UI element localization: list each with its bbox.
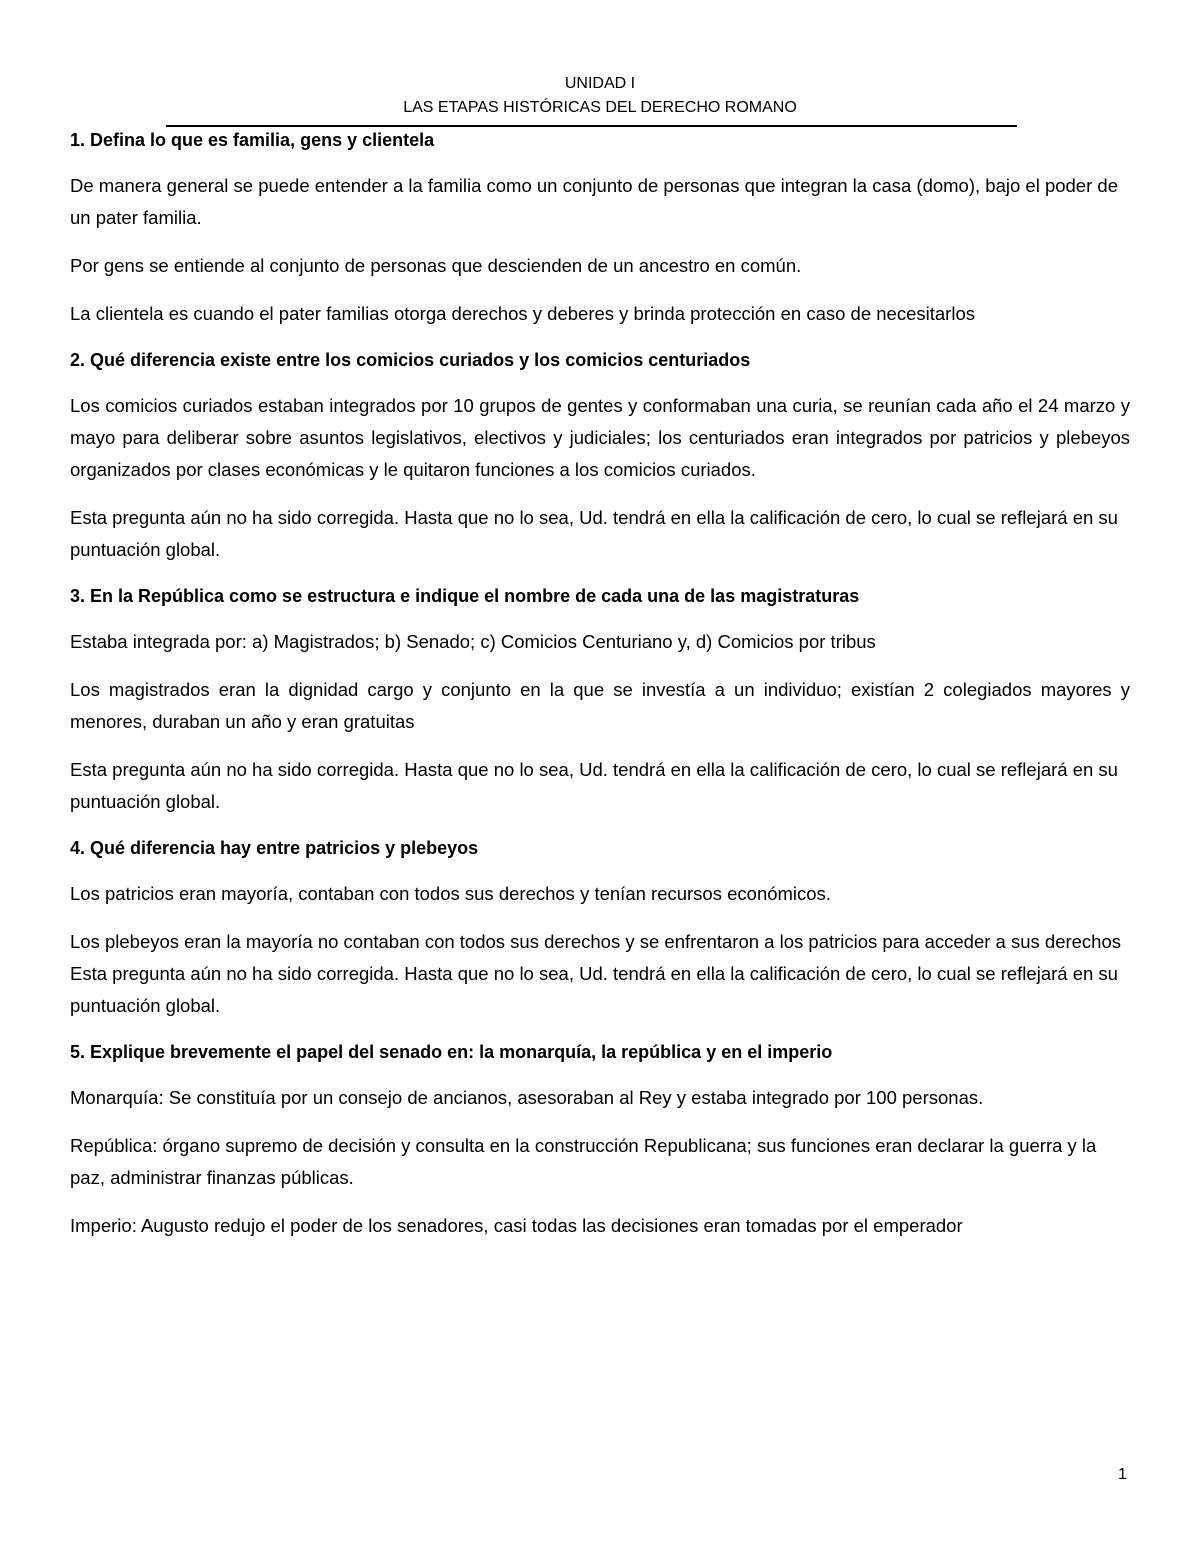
document-body bbox=[70, 126, 1130, 1242]
answer-3-grading-note: Esta pregunta aún no ha sido corregida. Hasta que no lo sea, Ud. tendrá en ella la calificación de cero, lo cual se reflejará en su puntuación global. bbox=[70, 759, 1118, 812]
unit-heading: UNIDAD I bbox=[564, 75, 636, 92]
question-4-section bbox=[70, 834, 1130, 1038]
answer-1-paragraph-3: La clientela es cuando el pater familias otorga derechos y deberes y brinda protección en caso de necesitarlos bbox=[70, 303, 975, 324]
answer-3-paragraph-2: Los magistrados eran la dignidad cargo y conjunto en la que se investía a un individuo; existían 2 colegiados mayores y menores, duraban un año y eran gratuitas bbox=[70, 679, 1130, 732]
question-2-section bbox=[70, 346, 1130, 582]
answer-2-grading-note: Esta pregunta aún no ha sido corregida. Hasta que no lo sea, Ud. tendrá en ella la calificación de cero, lo cual se reflejará en su puntuación global. bbox=[70, 507, 1118, 560]
page-number: 1 bbox=[1118, 1466, 1127, 1483]
question-4-heading: 4. Qué diferencia hay entre patricios y plebeyos bbox=[70, 838, 479, 858]
answer-3-paragraph-1: Estaba integrada por: a) Magistrados; b) Senado; c) Comicios Centuriano y, d) Comicios por tribus bbox=[70, 631, 876, 652]
question-1-section bbox=[70, 126, 1130, 346]
answer-4-paragraph-2: Los plebeyos eran la mayoría no contaban con todos sus derechos y se enfrentaron a los patricios para acceder a sus derechos bbox=[70, 931, 1122, 952]
question-3-heading: 3. En la República como se estructura e indique el nombre de cada una de las magistraturas bbox=[70, 586, 860, 606]
answer-5-paragraph-2: República: órgano supremo de decisión y consulta en la construcción Republicana; sus funciones eran declarar la guerra y la paz, administrar finanzas públicas. bbox=[70, 1135, 1097, 1188]
question-5-heading: 5. Explique brevemente el papel del senado en: la monarquía, la república y en el imperio bbox=[70, 1042, 833, 1062]
answer-4-grading-note: Esta pregunta aún no ha sido corregida. Hasta que no lo sea, Ud. tendrá en ella la calificación de cero, lo cual se reflejará en su puntuación global. bbox=[70, 963, 1118, 1016]
document-title: LAS ETAPAS HISTÓRICAS DEL DERECHO ROMANO bbox=[403, 99, 797, 116]
answer-5-paragraph-3: Imperio: Augusto redujo el poder de los senadores, casi todas las decisiones eran tomadas por el emperador bbox=[70, 1215, 963, 1236]
answer-4-paragraph-1: Los patricios eran mayoría, contaban con todos sus derechos y tenían recursos económicos. bbox=[70, 883, 831, 904]
question-1-heading: 1. Defina lo que es familia, gens y clientela bbox=[70, 130, 435, 150]
question-3-section bbox=[70, 582, 1130, 834]
document-header bbox=[0, 72, 1200, 120]
answer-1-paragraph-2: Por gens se entiende al conjunto de personas que descienden de un ancestro en común. bbox=[70, 255, 802, 276]
answer-5-paragraph-1: Monarquía: Se constituía por un consejo de ancianos, asesoraban al Rey y estaba integrado por 100 personas. bbox=[70, 1087, 984, 1108]
question-5-section bbox=[70, 1038, 1130, 1242]
answer-2-paragraph-1: Los comicios curiados estaban integrados por 10 grupos de gentes y conformaban una curia, se reunían cada año el 24 marzo y mayo para deliberar sobre asuntos legislativos, electivos y judiciales; los centuriados eran integrados por patricios y plebeyos organizados por clases económicas y le quitaron funciones a los comicios curiados. bbox=[70, 395, 1130, 480]
answer-1-paragraph-1: De manera general se puede entender a la familia como un conjunto de personas que integran la casa (domo), bajo el poder de un pater familia. bbox=[70, 175, 1118, 228]
question-2-heading: 2. Qué diferencia existe entre los comicios curiados y los comicios centuriados bbox=[70, 350, 751, 370]
